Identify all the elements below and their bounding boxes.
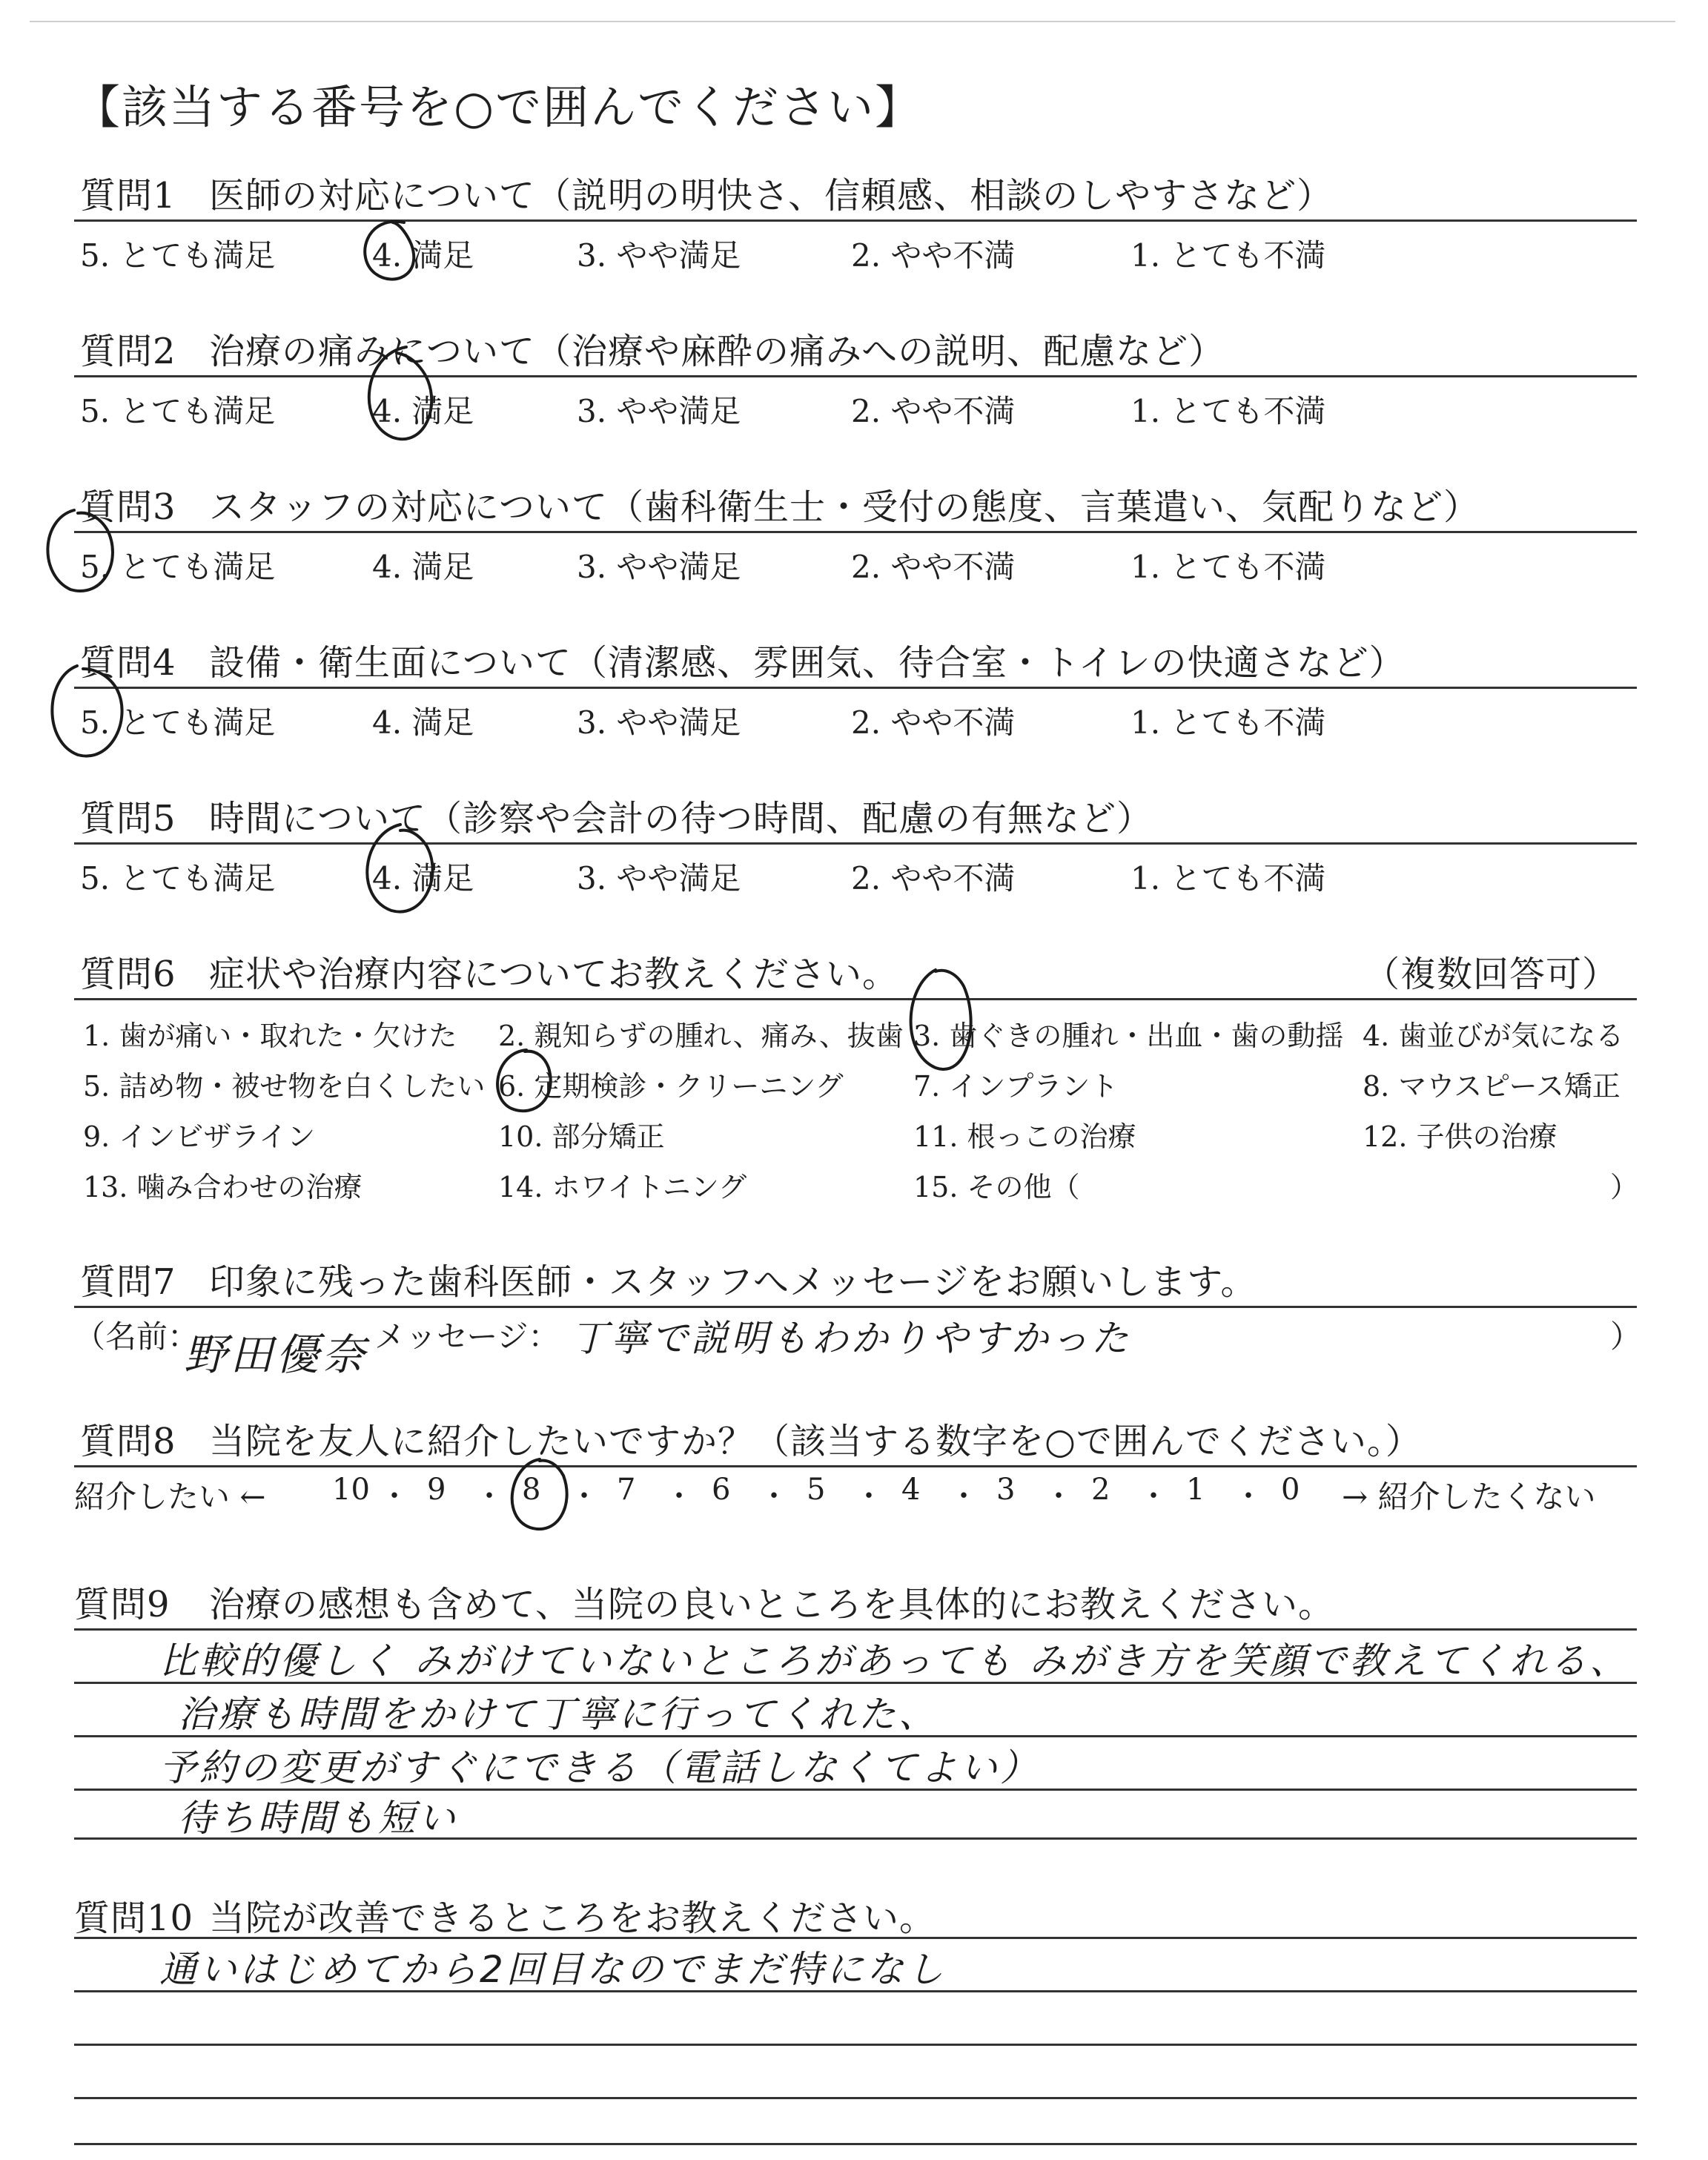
q6-item-10[interactable]: 10. 部分矯正 [498,1120,665,1153]
q2-option-4[interactable]: 4. 満足 [372,393,474,429]
q5-option-4[interactable]: 4. 満足 [372,860,474,896]
q9-answer-line-3[interactable]: 予約の変更がすぐにできる（電話しなくてよい） [159,1746,1040,1789]
q2-option-5[interactable]: 5. とても満足 [80,393,276,429]
q6-item-3[interactable]: 3. 歯ぐきの腫れ・出血・歯の動揺 [913,1020,1344,1052]
q5-text: 時間について（診察や会計の待つ時間、配慮の有無など） [209,798,1153,839]
q8-scale-2[interactable]: 2 [1091,1473,1110,1507]
q8-rule [74,1465,1637,1467]
q7-rule [74,1306,1637,1308]
q8-scale-5[interactable]: 5 [807,1473,826,1507]
q9-label: 質問9 [74,1584,171,1625]
q3-option-5[interactable]: 5. とても満足 [80,549,276,585]
q9-answer-line-1[interactable]: 比較的優しく みがけていないところがあっても みがき方を笑顔で教えてくれる、 [159,1639,1630,1682]
scan-edge [30,21,1675,22]
q7-message-value[interactable]: 丁寧で説明もわかりやすかった [571,1317,1131,1360]
q6-item-4[interactable]: 4. 歯並びが気になる [1363,1020,1624,1052]
q9-answer-line-4[interactable]: 待ち時間も短い [178,1797,458,1840]
q6-item-13[interactable]: 13. 噛み合わせの治療 [83,1171,363,1203]
q10-answer-line-1[interactable]: 通いはじめてから2回目なのでまだ特になし [159,1948,947,1991]
q6-rule [74,998,1637,1000]
q6-note: （複数回答可） [1364,954,1619,995]
q8-right-label: → 紹介したくない [1342,1479,1596,1515]
q8-scale-separator: ・ [854,1479,884,1513]
q10-line-3 [74,2044,1637,2046]
q1-option-3[interactable]: 3. やや満足 [577,237,741,274]
q10-line-4 [74,2097,1637,2099]
q6-item-1[interactable]: 1. 歯が痛い・取れた・欠けた [83,1020,457,1052]
q7-text: 印象に残った歯科医師・スタッフへメッセージをお願いします。 [209,1261,1257,1303]
q7-message-label: メッセージ： [374,1318,560,1355]
q10-line-5 [74,2143,1637,2145]
q8-scale-separator: ・ [474,1479,504,1513]
q9-line-1 [74,1628,1637,1631]
q2-option-1[interactable]: 1. とても不満 [1131,393,1326,429]
q4-rule [74,687,1637,689]
q4-label: 質問4 [80,642,176,684]
q1-option-1[interactable]: 1. とても不満 [1131,237,1326,274]
q2-rule [74,375,1637,377]
q4-option-5[interactable]: 5. とても満足 [80,704,276,741]
q8-scale-separator: ・ [1044,1479,1073,1513]
q8-scale-separator: ・ [569,1479,599,1513]
q7-close-paren: ） [1610,1318,1642,1355]
q1-option-4[interactable]: 4. 満足 [372,237,474,274]
q8-scale-9[interactable]: 9 [427,1473,446,1507]
q5-option-1[interactable]: 1. とても不満 [1131,860,1326,896]
q1-rule [74,219,1637,222]
q6-text: 症状や治療内容についてお教えください。 [209,954,899,995]
q6-item-14[interactable]: 14. ホワイトニング [498,1171,747,1203]
q5-option-3[interactable]: 3. やや満足 [577,860,741,896]
q8-scale-1[interactable]: 1 [1186,1473,1205,1507]
q1-option-5[interactable]: 5. とても満足 [80,237,276,274]
q1-text: 医師の対応について（説明の明快さ、信頼感、相談のしやすさなど） [209,175,1334,217]
q5-label: 質問5 [80,798,176,839]
q8-scale-7[interactable]: 7 [617,1473,636,1507]
q4-option-3[interactable]: 3. やや満足 [577,704,741,741]
q5-option-2[interactable]: 2. やや不満 [851,860,1016,896]
q8-label: 質問8 [80,1421,176,1462]
q10-label: 質問10 [74,1898,194,1939]
q9-text: 治療の感想も含めて、当院の良いところを具体的にお教えください。 [209,1584,1335,1625]
q10-line-1 [74,1937,1637,1939]
q8-scale-6[interactable]: 6 [712,1473,731,1507]
q2-label: 質問2 [80,331,176,372]
q8-scale-3[interactable]: 3 [996,1473,1016,1507]
q3-option-1[interactable]: 1. とても不満 [1131,549,1326,585]
q3-option-3[interactable]: 3. やや満足 [577,549,741,585]
q3-option-2[interactable]: 2. やや不満 [851,549,1016,585]
q6-item-5[interactable]: 5. 詰め物・被せ物を白くしたい [83,1070,486,1103]
q3-label: 質問3 [80,486,176,528]
q6-item-9[interactable]: 9. インビザライン [83,1120,316,1153]
q7-label: 質問7 [80,1261,176,1303]
q10-text: 当院が改善できるところをお教えください。 [209,1898,936,1939]
q1-label: 質問1 [80,175,176,217]
q4-option-4[interactable]: 4. 満足 [372,704,474,741]
q8-text: 当院を友人に紹介したいですか？（該当する数字を○で囲んでください。） [209,1421,1422,1462]
q4-option-2[interactable]: 2. やや不満 [851,704,1016,741]
q7-name-label: （名前： [74,1318,199,1355]
q8-scale-separator: ・ [1139,1479,1168,1513]
q8-scale-10[interactable]: 10 [332,1473,370,1507]
q8-scale-4[interactable]: 4 [901,1473,921,1507]
q6-item-6[interactable]: 6. 定期検診・クリーニング [498,1070,844,1103]
q2-option-3[interactable]: 3. やや満足 [577,393,741,429]
q9-answer-line-2[interactable]: 治療も時間をかけて丁寧に行ってくれた、 [178,1693,939,1736]
q8-scale-8[interactable]: 8 [522,1473,541,1507]
q4-text: 設備・衛生面について（清潔感、雰囲気、待合室・トイレの快適さなど） [209,642,1406,684]
q1-option-2[interactable]: 2. やや不満 [851,237,1016,274]
q6-item-15[interactable]: 15. その他（ [913,1171,1080,1203]
q8-scale-separator: ・ [664,1479,694,1513]
q2-text: 治療の痛みについて（治療や麻酔の痛みへの説明、配慮など） [209,331,1225,372]
q6-item-2[interactable]: 2. 親知らずの腫れ、痛み、抜歯 [498,1020,904,1052]
q6-label: 質問6 [80,954,176,995]
q8-left-label: 紹介したい ← [74,1479,266,1515]
q7-name-value[interactable]: 野田優奈 [184,1330,368,1380]
q6-item-15-close: ） [1610,1171,1639,1203]
q8-scale-0[interactable]: 0 [1281,1473,1300,1507]
q8-scale-separator: ・ [949,1479,979,1513]
page-title: 【該当する番号を○で囲んでください】 [74,80,923,134]
q8-scale-separator: ・ [1234,1479,1263,1513]
q6-item-7[interactable]: 7. インプラント [913,1070,1119,1103]
q2-option-2[interactable]: 2. やや不満 [851,393,1016,429]
q6-item-11[interactable]: 11. 根っこの治療 [913,1120,1136,1153]
q5-option-5[interactable]: 5. とても満足 [80,860,276,896]
q8-scale-separator: ・ [759,1479,789,1513]
q8-scale-separator: ・ [380,1479,409,1513]
q6-item-12[interactable]: 12. 子供の治療 [1363,1120,1558,1153]
q4-option-1[interactable]: 1. とても不満 [1131,704,1326,741]
q3-rule [74,531,1637,533]
q5-rule [74,842,1637,845]
q3-text: スタッフの対応について（歯科衛生士・受付の態度、言葉遣い、気配りなど） [209,486,1480,528]
q3-option-4[interactable]: 4. 満足 [372,549,474,585]
q6-item-8[interactable]: 8. マウスピース矯正 [1363,1070,1621,1103]
